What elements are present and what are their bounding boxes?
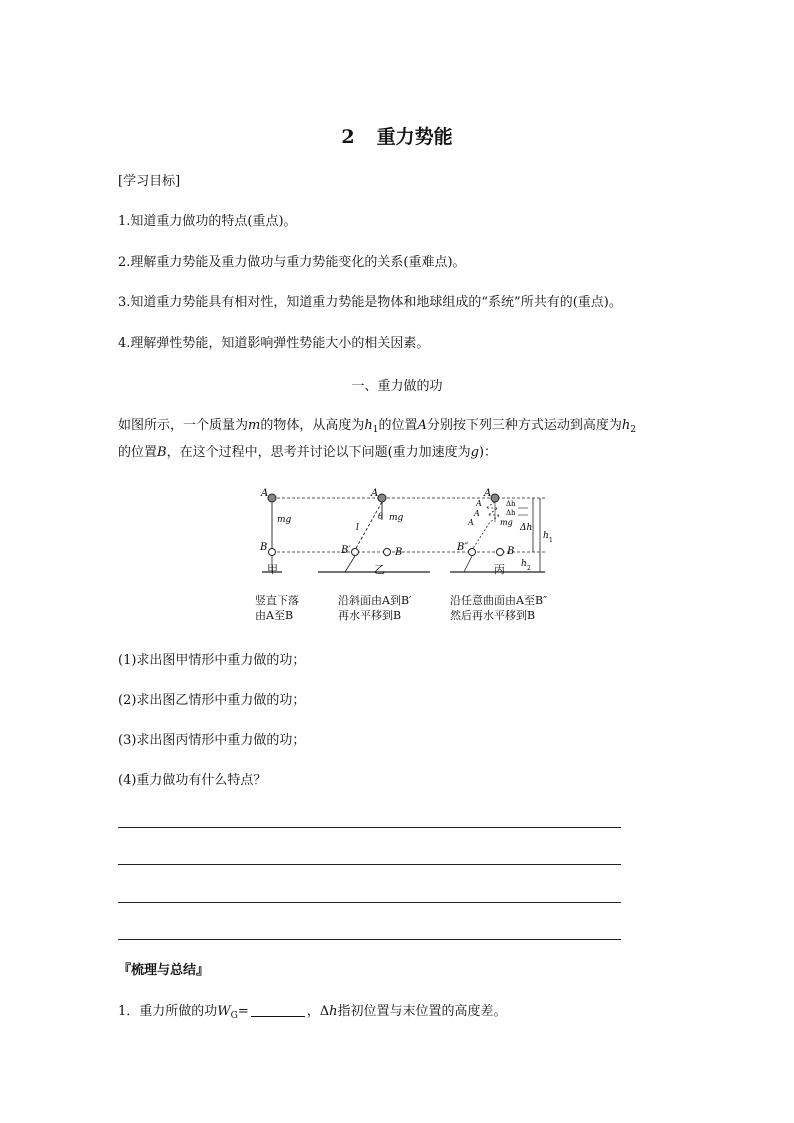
intro-text: ，在这个过程中，思考并讨论以下问题(重力加速度为 [166,445,471,460]
label-A1: A [476,499,482,508]
label-h1-sub: 1 [549,537,553,544]
title-text: 重力势能 [376,126,453,148]
var-B: B [157,445,167,460]
label-A-bing: A [484,488,492,499]
label-h1: h [543,531,549,541]
caption-yi-2: 再水平移到B [338,609,402,622]
var-h1: h [364,418,373,433]
label-A2: A [474,509,480,518]
var-m: m [248,418,261,433]
label-A3: A [468,518,474,527]
var-h2-sub: 2 [630,425,636,435]
label-mg-yi: mg [389,513,404,523]
ball-A-jia [268,494,276,502]
answer-line-2[interactable] [118,864,621,865]
title-number: 2 [341,126,355,148]
goal-item-1: 1.知道重力做功的特点(重点)。 [118,214,297,229]
summary-item-1 [118,1003,507,1025]
goal-item-4: 4.理解弹性势能，知道影响弹性势能大小的相关因素。 [118,336,430,351]
label-h2-sub: 2 [527,565,531,572]
fill-in-blank[interactable] [251,1003,305,1017]
ball-B1-yi [352,549,359,556]
ball-A-bing [491,494,499,502]
label-mg-jia: mg [277,515,292,525]
intro-text: 如图所示，一个质量为 [118,418,249,433]
section-heading: 一、重力做的功 [351,379,443,394]
var-h: h [329,1004,338,1019]
ball-A-yi [378,494,386,502]
caption-jia-1: 竖直下落 [255,594,299,607]
intro-text: 的位置 [378,418,418,433]
ball-B-jia [269,549,276,556]
caption-jia-2: 由A至B [255,609,294,622]
label-l: l [356,523,359,533]
ball-B-yi [384,549,391,556]
intro-text: )： [478,445,498,460]
intro-text: 的位置 [118,445,158,460]
caption-bing-2: 然后再水平移到B [450,609,536,622]
label-dh2: Δh [506,509,516,517]
answer-line-4[interactable] [118,939,621,940]
answer-line-3[interactable] [118,902,621,903]
panel-name-yi: 乙 [374,563,385,576]
label-B1: B′ [341,545,351,556]
label-dh-total: Δh [520,523,533,533]
question-1: (1)求出图甲情形中重力做的功； [118,653,306,668]
label-theta: θ [378,512,383,521]
goal-item-2: 2.理解重力势能及重力做功与重力势能变化的关系(重难点)。 [118,255,466,270]
goal-item-3: 3.知道重力势能具有相对性，知道重力势能是物体和地球组成的“系统”所共有的(重点)。 [118,295,622,310]
page-title [0,122,794,149]
stand-yi [345,556,355,572]
ball-B2-bing [469,549,476,556]
goals-heading: [学习目标] [118,174,181,189]
intro-text: 分别按下列三种方式运动到高度为 [426,418,622,433]
label-B-jia: B [260,542,268,553]
label-B-bing: B [507,546,515,557]
caption-yi-1: 沿斜面由A到B′ [338,594,412,607]
summary-heading: 『梳理与总结』 [118,963,210,978]
answer-line-1[interactable] [118,827,621,828]
label-A-yi: A [371,488,379,499]
var-W: W [217,1004,231,1019]
question-2: (2)求出图乙情形中重力做的功； [118,693,306,708]
stand-bing [464,556,472,572]
slope-yi [355,502,382,550]
label-A-jia: A [261,488,269,499]
caption-bing-1: 沿任意曲面由A至B″ [450,594,548,607]
panel-name-jia: 甲 [267,563,278,576]
label-B2: B″ [457,542,469,553]
var-h2: h [621,418,631,433]
var-A: A [417,418,427,433]
question-4: (4)重力做功有什么特点？ [118,773,267,788]
summary-text: 指初位置与末位置的高度差。 [337,1004,507,1019]
gravity-work-figure [250,482,560,622]
figure-diagram [250,482,560,582]
var-g: g [470,445,479,460]
intro-line-2 [118,444,497,462]
question-3: (3)求出图丙情形中重力做的功； [118,733,306,748]
intro-text: 的物体，从高度为 [260,418,365,433]
label-h2: h [521,559,527,569]
var-h1-sub: 1 [372,425,379,435]
summary-text: ，Δ [306,1004,330,1019]
var-W-sub: G [230,1011,238,1021]
ball-B-bing [497,549,504,556]
summary-text: 1．重力所做的功 [118,1004,218,1019]
label-dh1: Δh [506,500,516,508]
label-mg-bing: mg [500,518,513,527]
equals-sign: = [237,1004,249,1019]
panel-name-bing: 丙 [494,563,505,576]
label-B-yi: B [395,547,403,558]
intro-line-1 [118,417,636,439]
